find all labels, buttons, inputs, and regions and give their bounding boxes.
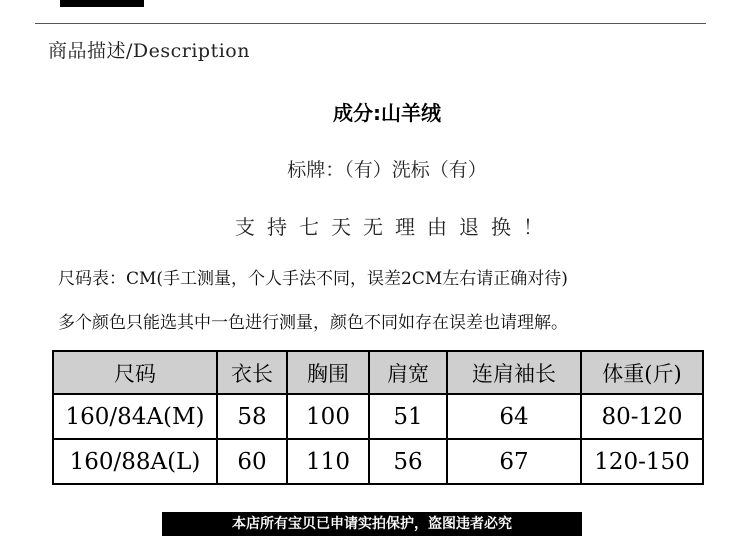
- table-cell: 100: [287, 394, 369, 439]
- table-cell: 120-150: [581, 439, 703, 484]
- header-sleeve: 连肩袖长: [447, 351, 581, 394]
- header-size: 尺码: [53, 351, 217, 394]
- label-info-text: 标牌：（有）洗标（有）: [287, 159, 487, 181]
- table-cell: 60: [217, 439, 287, 484]
- composition-text: 成分:山羊绒: [333, 101, 441, 125]
- top-accent-bar: [60, 0, 144, 7]
- header-chest: 胸围: [287, 351, 369, 394]
- return-policy-text: 支持七天无理由退换！: [235, 215, 555, 239]
- table-cell: 110: [287, 439, 369, 484]
- table-cell: 58: [217, 394, 287, 439]
- copyright-banner: 本店所有宝贝已申请实拍保护，盗图违者必究: [162, 512, 582, 536]
- section-title: 商品描述/Description: [48, 40, 250, 62]
- table-header-row: [53, 351, 703, 394]
- header-shoulder: 肩宽: [369, 351, 447, 394]
- table-row: [53, 439, 703, 484]
- measurement-note: 尺码表：CM(手工测量，个人手法不同，误差2CM左右请正确对待): [58, 269, 568, 289]
- header-weight: 体重(斤): [581, 351, 703, 394]
- table-cell: 160/88A(L): [53, 439, 217, 484]
- header-length: 衣长: [217, 351, 287, 394]
- color-note: 多个颜色只能选其中一色进行测量，颜色不同如存在误差也请理解。: [58, 313, 568, 333]
- table-cell: 80-120: [581, 394, 703, 439]
- table-row: [53, 394, 703, 439]
- top-divider: [35, 23, 706, 24]
- table-cell: 67: [447, 439, 581, 484]
- table-cell: 56: [369, 439, 447, 484]
- table-cell: 160/84A(M): [53, 394, 217, 439]
- size-chart-table: [52, 350, 704, 485]
- table-cell: 64: [447, 394, 581, 439]
- table-cell: 51: [369, 394, 447, 439]
